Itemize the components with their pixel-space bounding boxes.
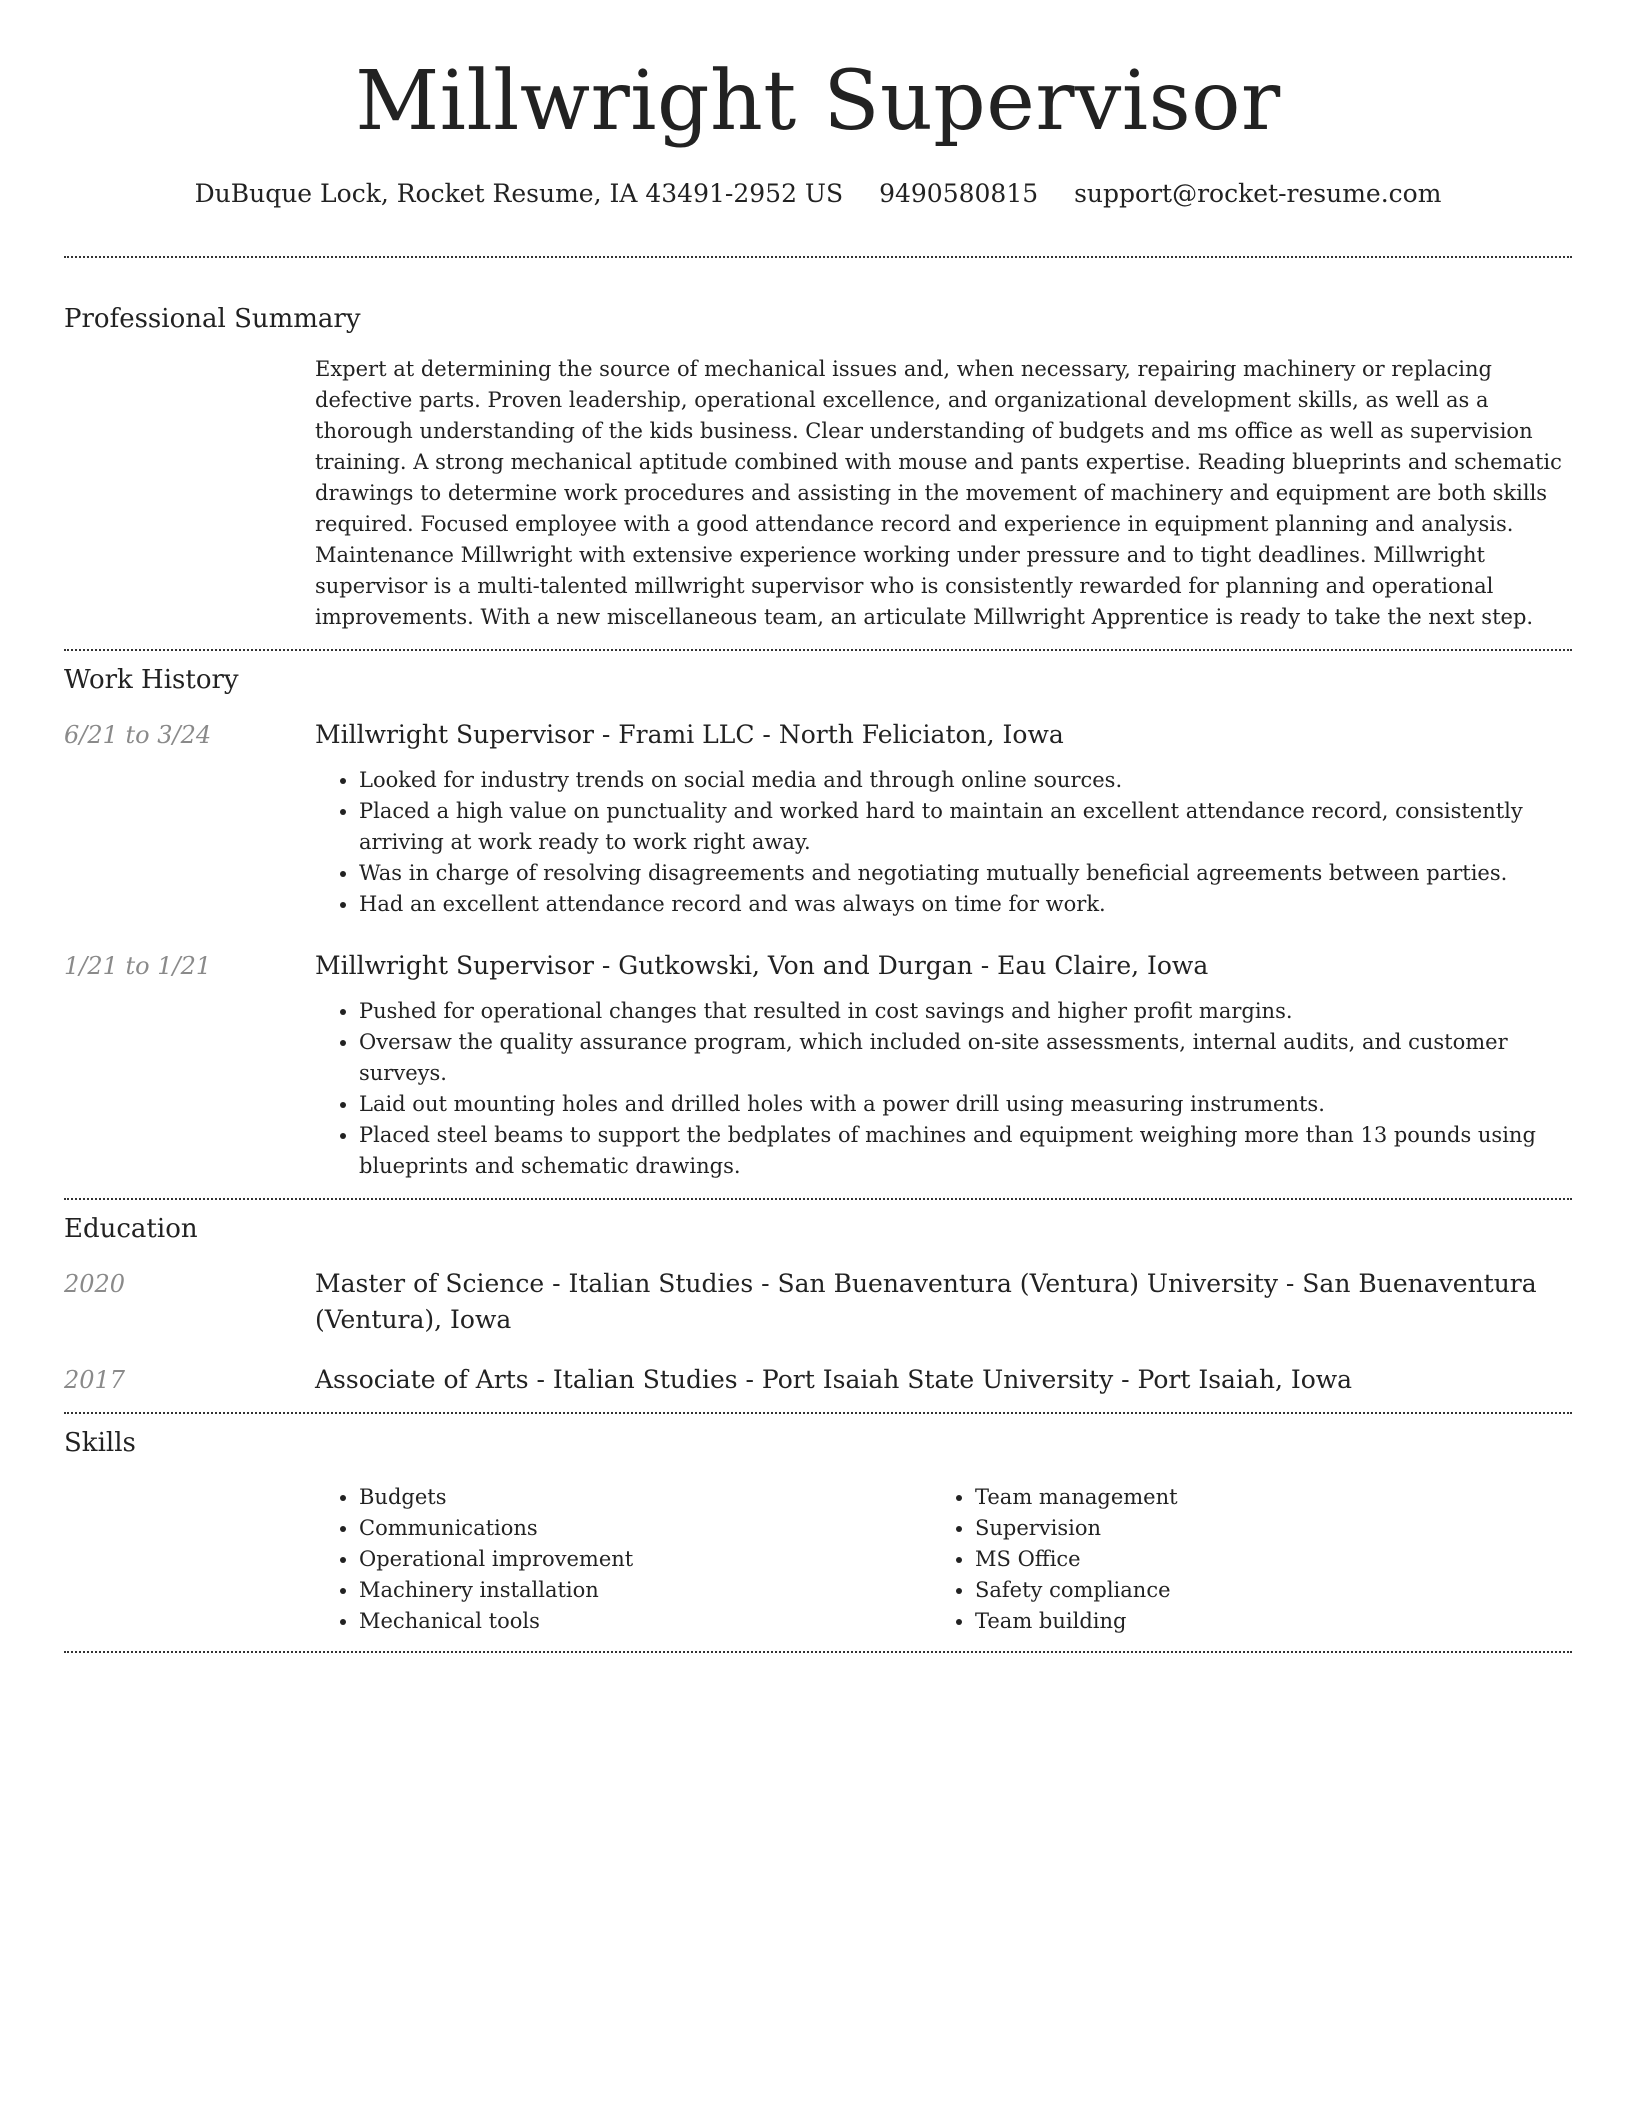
work-bullets bbox=[315, 765, 1572, 920]
skill-item: • Communications bbox=[359, 1513, 931, 1544]
contact-address: DuBuque Lock, Rocket Resume, IA 43491-2952 US bbox=[194, 179, 844, 208]
work-history-title: Work History bbox=[64, 665, 239, 695]
work-bullet: • Looked for industry trends on social media and through online sources. bbox=[359, 765, 1572, 796]
skill-item: • Budgets bbox=[359, 1482, 931, 1513]
work-bullets bbox=[315, 996, 1572, 1182]
skill-item: • Mechanical tools bbox=[359, 1606, 931, 1637]
skills-column-right bbox=[931, 1482, 1547, 1637]
work-entry-body bbox=[315, 717, 1572, 920]
education-year: 2020 bbox=[64, 1270, 126, 1298]
resume-header bbox=[64, 0, 1572, 212]
education-year: 2017 bbox=[64, 1366, 126, 1394]
skill-item: • Operational improvement bbox=[359, 1544, 931, 1575]
education-title: Education bbox=[64, 1214, 198, 1244]
work-bullet: • Placed steel beams to support the bedplates of machines and equipment weighing more than 13 pounds using blueprints and schematic drawings. bbox=[359, 1120, 1572, 1182]
skills-list bbox=[931, 1482, 1547, 1637]
education-heading: Associate of Arts - Italian Studies - Port Isaiah State University - Port Isaiah, Iowa bbox=[315, 1365, 1353, 1394]
work-bullet: • Laid out mounting holes and drilled holes with a power drill using measuring instruments. bbox=[359, 1089, 1572, 1120]
divider bbox=[64, 256, 1572, 258]
skill-item: • Safety compliance bbox=[975, 1575, 1547, 1606]
education-heading: Master of Science - Italian Studies - San Buenaventura (Ventura) University - San Buenaventura (Ventura), Iowa bbox=[315, 1269, 1537, 1334]
candidate-name: Millwright Supervisor bbox=[355, 54, 1281, 149]
skills-grid bbox=[315, 1482, 1572, 1637]
divider bbox=[64, 1412, 1572, 1414]
work-heading: Millwright Supervisor - Frami LLC - North Feliciaton, Iowa bbox=[315, 720, 1064, 749]
divider bbox=[64, 649, 1572, 651]
skill-item: • MS Office bbox=[975, 1544, 1547, 1575]
contact-phone: 9490580815 bbox=[879, 179, 1039, 208]
skill-item: • Team management bbox=[975, 1482, 1547, 1513]
work-dates: 1/21 to 1/21 bbox=[64, 952, 212, 980]
skill-item: • Supervision bbox=[975, 1513, 1547, 1544]
skills-list bbox=[315, 1482, 931, 1637]
education-entry bbox=[64, 1266, 1572, 1338]
work-bullet: • Placed a high value on punctuality and worked hard to maintain an excellent attendance record, consistently arriving at work ready to work right away. bbox=[359, 796, 1572, 858]
work-bullet: • Oversaw the quality assurance program, which included on-site assessments, internal audits, and customer surveys. bbox=[359, 1027, 1572, 1089]
contact-email[interactable]: support@rocket-resume.com bbox=[1074, 179, 1442, 208]
skill-item: • Team building bbox=[975, 1606, 1547, 1637]
education-entry bbox=[64, 1362, 1572, 1398]
work-bullet: • Was in charge of resolving disagreements and negotiating mutually beneficial agreements between parties. bbox=[359, 858, 1572, 889]
education-entry-body bbox=[315, 1362, 1572, 1398]
skills-title: Skills bbox=[64, 1428, 136, 1458]
work-bullet: • Pushed for operational changes that resulted in cost savings and higher profit margins. bbox=[359, 996, 1572, 1027]
skill-item: • Machinery installation bbox=[359, 1575, 931, 1606]
summary-title: Professional Summary bbox=[64, 304, 361, 334]
work-entry bbox=[64, 717, 1572, 920]
work-heading: Millwright Supervisor - Gutkowski, Von and Durgan - Eau Claire, Iowa bbox=[315, 951, 1209, 980]
divider bbox=[64, 1198, 1572, 1200]
work-bullet: • Had an excellent attendance record and was always on time for work. bbox=[359, 889, 1572, 920]
contact-line bbox=[64, 176, 1572, 212]
work-entry-body bbox=[315, 948, 1572, 1182]
work-dates: 6/21 to 3/24 bbox=[64, 721, 212, 749]
education-entry-body bbox=[315, 1266, 1572, 1338]
skills-column-left bbox=[315, 1482, 931, 1637]
work-entry bbox=[64, 948, 1572, 1182]
divider bbox=[64, 1651, 1572, 1653]
summary-text: Expert at determining the source of mechanical issues and, when necessary, repairing machinery or replacing defective parts. Proven leadership, operational excellence, and organizational development skills, as well as a thorough understanding of the kids business. Clear understanding of budgets and ms office as well as supervision training. A strong mechanical aptitude combined with mouse and pants expertise. Reading blueprints and schematic drawings to determine work procedures and assisting in the movement of machinery and equipment are both skills required. Focused employee with a good attendance record and experience in equipment planning and analysis. Maintenance Millwright with extensive experience working under pressure and to tight deadlines. Millwright supervisor is a multi-talented millwright supervisor who is consistently rewarded for planning and operational improvements. With a new miscellaneous team, an articulate Millwright Apprentice is ready to take the next step. bbox=[315, 357, 1562, 629]
resume-page bbox=[64, 0, 1572, 1653]
